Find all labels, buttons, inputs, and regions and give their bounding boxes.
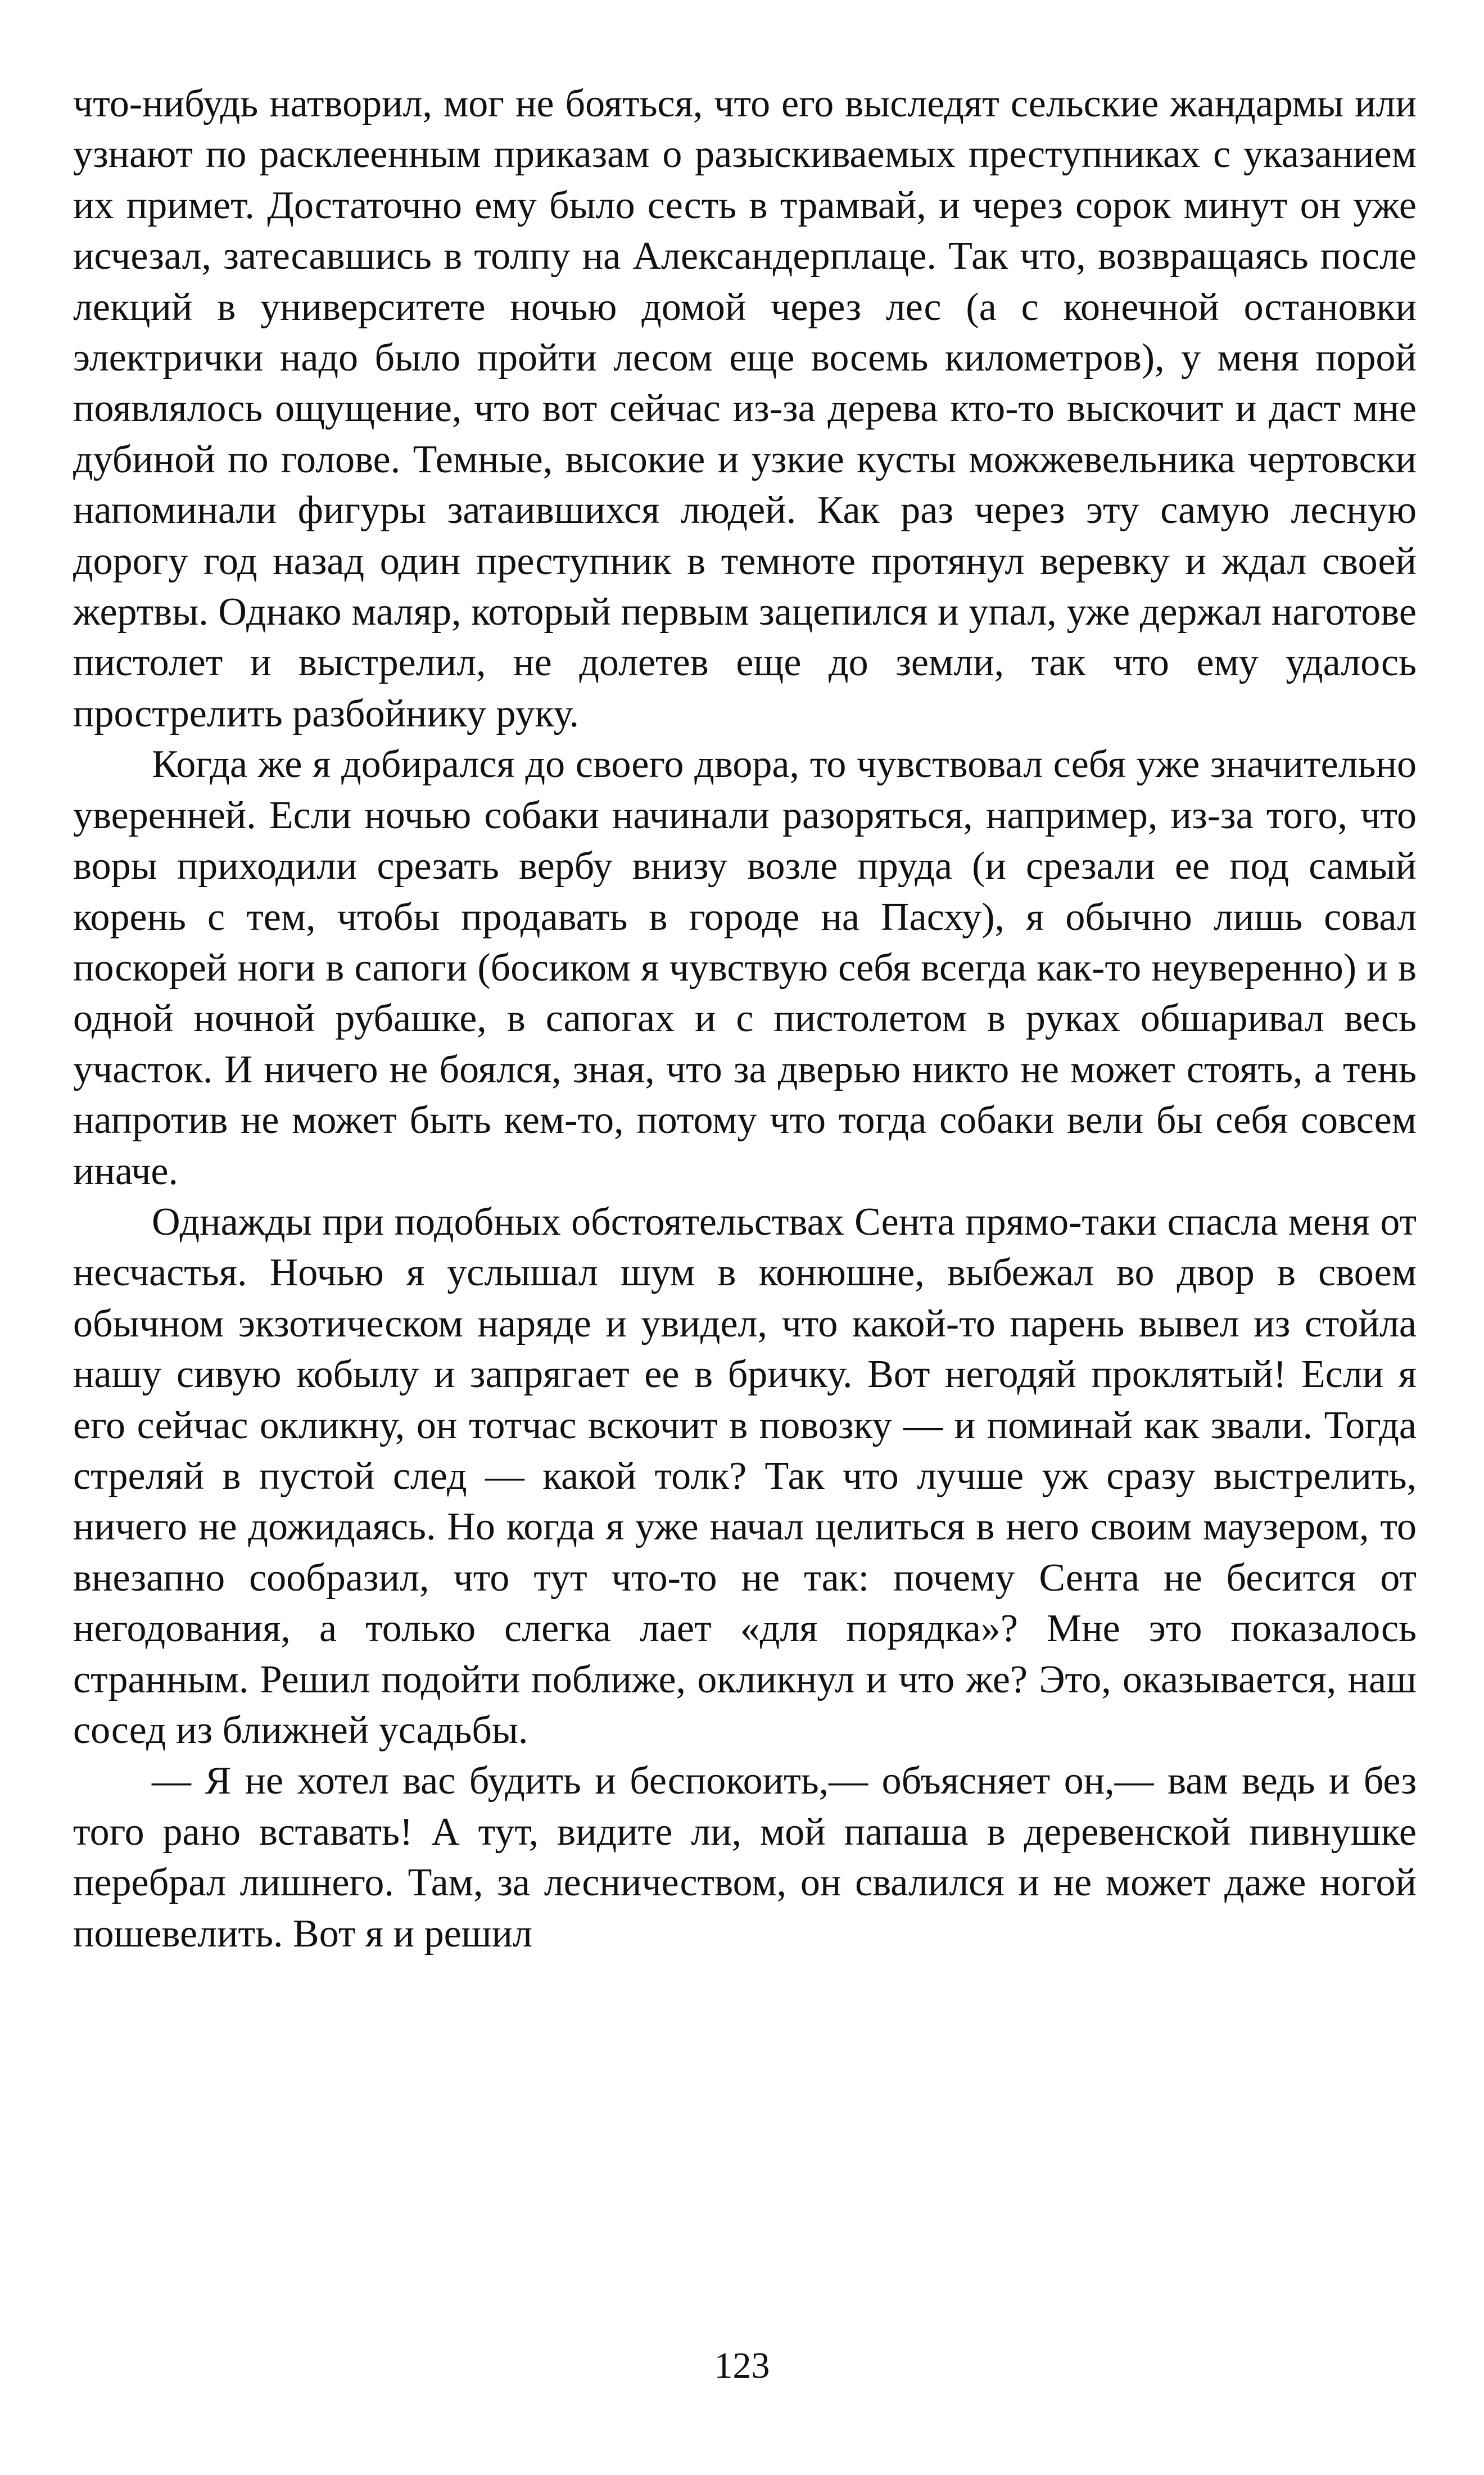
page-number: 123 — [714, 2345, 770, 2386]
paragraph-3: Однажды при подобных обстоятельствах Сента прямо-таки спасла меня от несчастья. Ночью я услышал шум в конюшне, выбежал во двор в своем обычном экзотическом наряде и увидел, что какой-то парень вывел из стойла нашу сивую кобылу и запрягает ее в бричку. Вот негодяй проклятый! Если я его сейчас окликну, он тотчас вскочит в повозку — и поминай как звали. Тогда стреляй в пустой след — какой толк? Так что лучше уж сразу выстрелить, ничего не дожидаясь. Но когда я уже начал целиться в него своим маузером, то внезапно сообразил, что тут что-то не так: почему Сента не бесится от негодования, а только слегка лает «для порядка»? Мне это показалось странным. Решил подойти поближе, окликнул и что же? Это, оказывается, наш сосед из ближней усадьбы. — [73, 1200, 1417, 1752]
paragraph-2: Когда же я добирался до своего двора, то чувствовал себя уже значительно уверенней. Если ночью собаки начинали разоряться, например, из-за того, что воры приходили срезать вербу внизу возле пруда (и срезали ее под самый корень с тем, чтобы продавать в городе на Пасху), я обычно лишь совал поскорей ноги в сапоги (босиком я чувствую себя всегда как-то неуверенно) и в одной ночной рубашке, в сапогах и с пистолетом в руках обшаривал весь участок. И ничего не боялся, зная, что за дверью никто не может стоять, а тень напротив не может быть кем-то, потому что тогда собаки вели бы себя совсем иначе. — [73, 743, 1417, 1193]
book-page-text — [73, 79, 1417, 1959]
paragraph-1: что-нибудь натворил, мог не бояться, что его выследят сельские жандармы или узнают по расклеенным приказам о разыскиваемых преступниках с указанием их примет. Достаточно ему было сесть в трамвай, и через сорок минут он уже исчезал, затесавшись в толпу на Александерплаце. Так что, возвращаясь после лекций в университете ночью домой через лес (а с конечной остановки электрички надо было пройти лесом еще восемь километров), у меня порой появлялось ощущение, что вот сейчас из-за дерева кто-то выскочит и даст мне дубиной по голове. Темные, высокие и узкие кусты можжевельника чертовски напоминали фигуры затаившихся людей. Как раз через эту самую лесную дорогу год назад один преступник в темноте протянул веревку и ждал своей жертвы. Однако маляр, который первым зацепился и упал, уже держал наготове пистолет и выстрелил, не долетев еще до земли, так что ему удалось прострелить разбойнику руку. — [73, 82, 1417, 735]
paragraph-4: — Я не хотел вас будить и беспокоить,— объясняет он,— вам ведь и без того рано вставать! А тут, видите ли, мой папаша в деревенской пивнушке перебрал лишнего. Там, за лесничеством, он свалился и не может даже ногой пошевелить. Вот я и решил — [73, 1759, 1417, 1955]
